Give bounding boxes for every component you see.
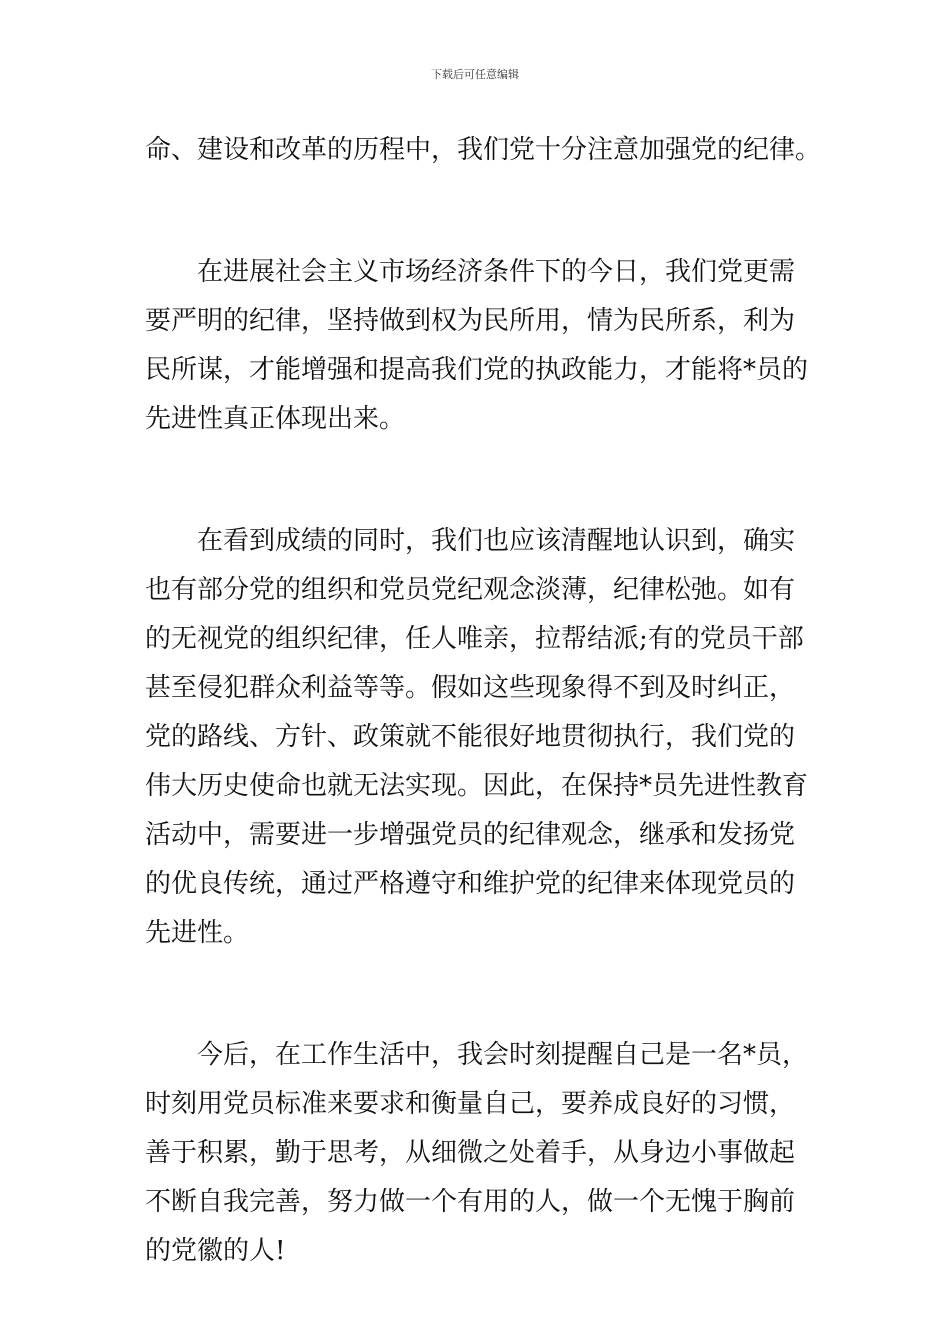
text-line: 甚至侵犯群众利益等等。假如这些现象得不到及时纠正， — [145, 673, 796, 703]
text-line: 命、建设和改革的历程中，我们党十分注意加强党的纪律。 — [145, 135, 822, 165]
header-note: 下载后可任意编辑 — [431, 68, 519, 81]
text-line: 先进性真正体现出来。 — [145, 404, 406, 434]
text-line: 的优良传统，通过严格遵守和维护党的纪律来体现党员的 — [145, 869, 796, 899]
paragraph — [145, 517, 815, 958]
paragraph — [145, 248, 815, 444]
text-line: 的无视党的组织纪律，任人唯亲，拉帮结派;有的党员干部 — [145, 624, 804, 654]
text-line: 在进展社会主义市场经济条件下的今日，我们党更需 — [197, 257, 796, 287]
paragraph — [145, 1031, 815, 1276]
text-line: 伟大历史使命也就无法实现。因此，在保持*员先进性教育 — [145, 771, 809, 801]
text-line: 今后，在工作生活中，我会时刻提醒自己是一名*员， — [197, 1040, 809, 1070]
text-line: 不断自我完善，努力做一个有用的人，做一个无愧于胸前 — [145, 1187, 796, 1217]
text-line: 要严明的纪律，坚持做到权为民所用，情为民所系，利为 — [145, 306, 796, 336]
paragraph — [145, 126, 822, 175]
text-line: 时刻用党员标准来要求和衡量自己，要养成良好的习惯， — [145, 1089, 796, 1119]
text-line: 也有部分党的组织和党员党纪观念淡薄，纪律松弛。如有 — [145, 575, 796, 605]
text-line: 活动中，需要进一步增强党员的纪律观念，继承和发扬党 — [145, 820, 796, 850]
text-line: 先进性。 — [145, 918, 250, 948]
text-line: 在看到成绩的同时，我们也应该清醒地认识到，确实 — [197, 526, 796, 556]
text-line: 党的路线、方针、政策就不能很好地贯彻执行，我们党的 — [145, 722, 796, 752]
document-body — [145, 126, 822, 1276]
text-line: 的党徽的人! — [145, 1236, 286, 1266]
text-line: 民所谋，才能增强和提高我们党的执政能力，才能将*员的 — [145, 355, 809, 385]
text-line: 善于积累，勤于思考，从细微之处着手，从身边小事做起 — [145, 1138, 796, 1168]
